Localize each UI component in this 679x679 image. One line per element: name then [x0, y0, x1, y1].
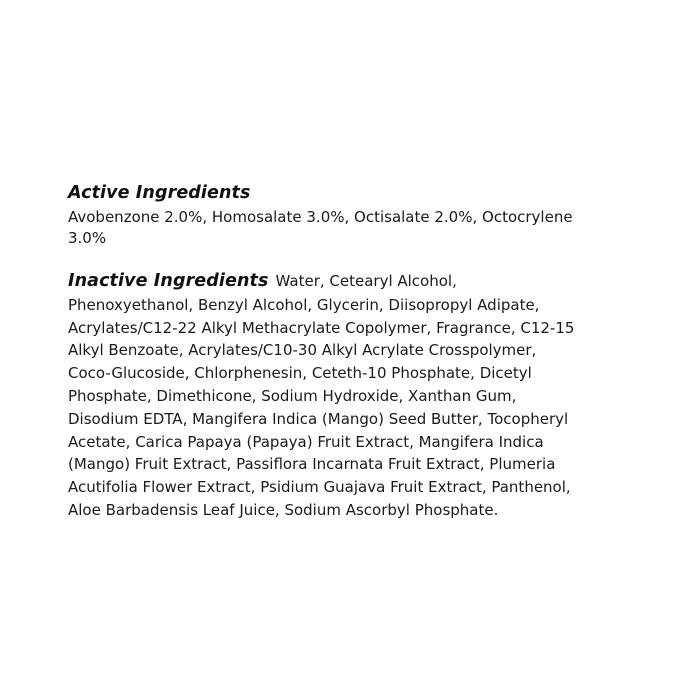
active-ingredients-heading: Active Ingredients: [68, 183, 251, 203]
inactive-ingredients-heading: Inactive Ingredients: [68, 271, 269, 292]
inactive-ingredients-list: Water, Cetearyl Alcohol, Phenoxyethanol, Benzyl Alcohol, Glycerin, Diisopropyl Adipate, Acrylates/C12-22 Alkyl Methacrylate Copolymer, Fragrance, C12-15 Alkyl Benzoate, Acrylates/C10-30 Alkyl Acrylate Crosspolymer, Coco-Glucoside, Chlorphenesin, Ceteth-10 Phosphate, Dicetyl Phosphate, Dimethicone, Sodium Hydroxide, Xanthan Gum, Disodium EDTA, Mangifera Indica (Mango) Seed Butter, Tocopheryl Acetate, Carica Papaya (Papaya) Fruit Extract, Mangifera Indica (Mango) Fruit Extract, Passiflora Incarnata Fruit Extract, Plumeria Acutifolia Flower Extract, Psidium Guajava Fruit Extract, Panthenol, Aloe Barbadensis Leaf Juice, Sodium Ascorbyl Phosphate.: [68, 272, 575, 519]
active-ingredients-list: Avobenzone 2.0%, Homosalate 3.0%, Octisalate 2.0%, Octocrylene 3.0%: [68, 207, 573, 248]
inactive-ingredients-section: [68, 270, 578, 522]
ingredients-content: [68, 182, 578, 522]
active-ingredients-section: [68, 182, 578, 250]
